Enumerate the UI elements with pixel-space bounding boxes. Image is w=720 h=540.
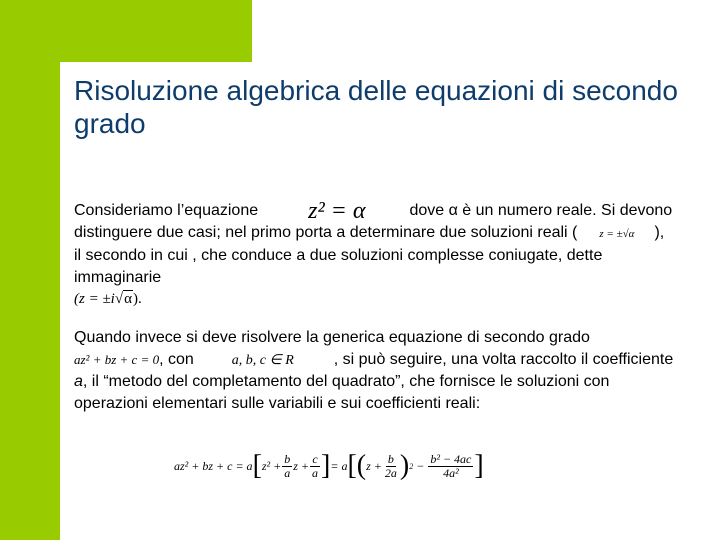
formula-p1-a: z² +: [261, 458, 282, 473]
formula-square: 2: [409, 461, 414, 471]
variable-a: a: [74, 373, 83, 390]
para2-text-3: , si può seguire, una volta raccolto il coefficiente: [333, 350, 674, 368]
imaginary-solutions-formula: (z = ±i√α).: [74, 291, 142, 307]
title-divider: [60, 148, 720, 149]
accent-bar-left: [0, 0, 60, 540]
para2-text-2: , con: [159, 350, 194, 368]
coefficients-real: a, b, c ∈ R: [231, 352, 294, 368]
formula-lhs: az² + bz + c = a: [174, 458, 253, 473]
para1-text-1: Consideriamo l’equazione: [74, 202, 259, 219]
completing-square-formula: az² + bz + c = a [ z² + $\frac{b}{a}$ z + $\frac{c}{a}$ ] = a [( z + $\frac{b}{2a}$ ) 2 − $\frac{\text{b² − 4ac}}{\text{4a²}}$ ]: [174, 450, 484, 481]
equation-z-squared: z² = α: [308, 198, 366, 224]
fraction-c-over-a: $\frac{c}{a}$: [312, 451, 319, 480]
slide-title: Risoluzione algebrica delle equazioni di secondo grado: [74, 75, 678, 139]
para2-text-1: Quando invece si deve risolvere la generica equazione di secondo grado: [74, 329, 590, 346]
real-solutions-formula: z = ±√α: [599, 227, 635, 240]
accent-bar-top: [0, 0, 252, 62]
formula-eq2: = a: [330, 458, 348, 473]
para1-text-2: dove α è un numero reale. Si devono distinguere due casi; nel primo porta a determinare due soluzioni reali (: [74, 202, 673, 241]
para2-text-4: , il “metodo del completamento del quadrato”, che fornisce le soluzioni con operazioni elementari sulle variabili e sui coefficienti reali:: [74, 373, 610, 412]
fraction-b-over-2a: $\frac{b}{2a}$: [384, 451, 397, 480]
para1-text-3: ), il secondo in cui , che conduce a due soluzioni complesse coniugate, dette immaginarie: [74, 223, 665, 286]
fraction-b-over-a: $\frac{b}{a}$: [284, 451, 291, 480]
formula-minus: −: [416, 458, 425, 473]
paragraph-general-quadratic: [74, 327, 674, 414]
general-equation: az² + bz + c = 0: [74, 351, 160, 367]
fraction-discriminant: $\frac{\text{b² − 4ac}}{\text{4a²}}$: [430, 451, 472, 480]
paragraph-pure-quadratic: [74, 198, 674, 311]
formula-p2-a: z +: [366, 458, 382, 473]
formula-p1-mid: z +: [293, 458, 310, 473]
